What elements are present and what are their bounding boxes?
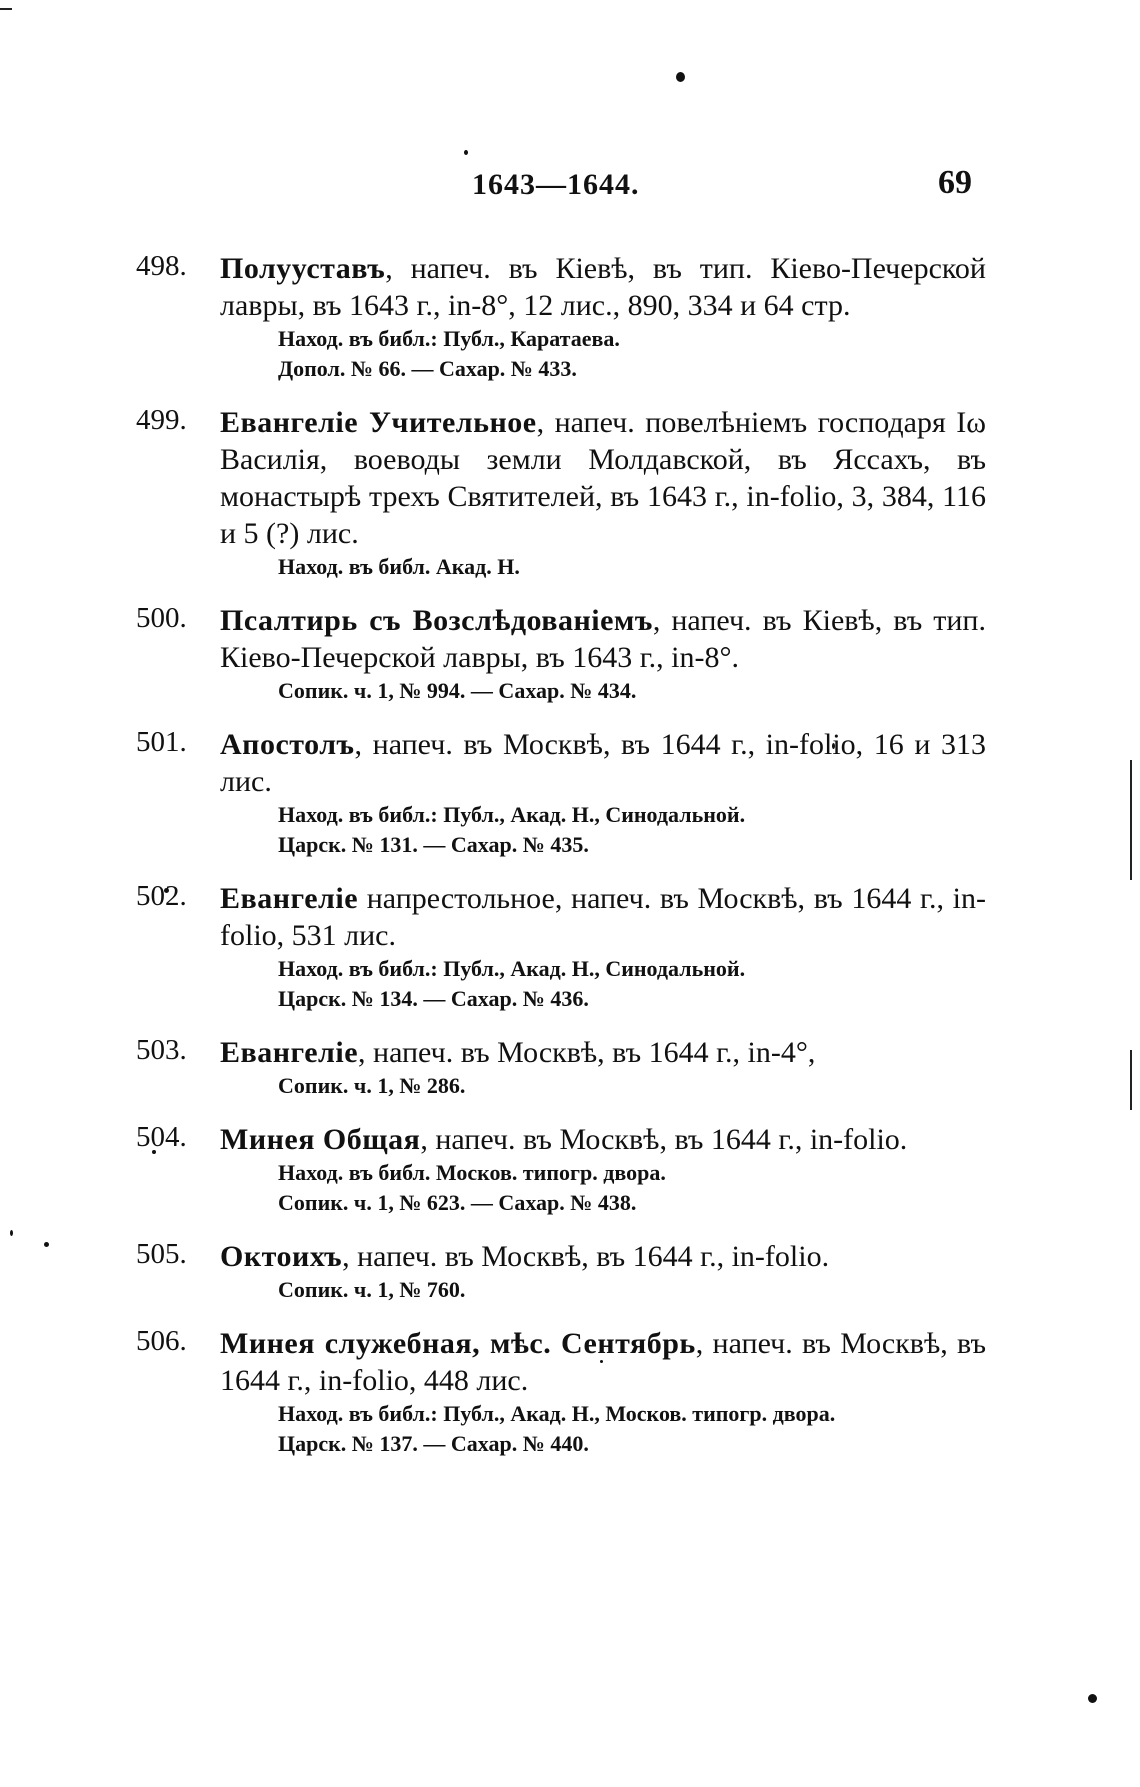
entry-note: Сопик. ч. 1, № 623. — Сахар. № 438. bbox=[278, 1190, 637, 1215]
entry-number: 498. bbox=[136, 250, 187, 282]
entry-title: Евангеліе Учительное bbox=[220, 406, 537, 439]
entry-500 bbox=[136, 602, 986, 706]
entry-body bbox=[220, 1121, 986, 1158]
entry-note: Наход. въ библ. Москов. типогр. двора. bbox=[278, 1160, 666, 1185]
ink-speck bbox=[44, 1242, 49, 1247]
entry-description: , напеч. въ Кіевѣ, въ тип. Кіево-Печерской лавры, въ 1643 г., in-8°, 12 лис., 890, 334 и 64 стр. bbox=[220, 252, 986, 322]
entry-description: , напеч. въ Москвѣ, въ 1644 г., in-folio, 16 и 313 лис. bbox=[220, 728, 986, 798]
entry-501 bbox=[136, 726, 986, 860]
entry-note: Царск. № 131. — Сахар. № 435. bbox=[278, 832, 589, 857]
entry-note: Наход. въ библ. Акад. Н. bbox=[278, 554, 520, 579]
entry-note: Царск. № 137. — Сахар. № 440. bbox=[278, 1431, 589, 1456]
entry-number: 504. bbox=[136, 1121, 187, 1153]
entry-number: 505. bbox=[136, 1238, 187, 1270]
entry-502 bbox=[136, 880, 986, 1014]
entry-number: 501. bbox=[136, 726, 187, 758]
entry-504 bbox=[136, 1121, 986, 1218]
ink-speck bbox=[1088, 1694, 1097, 1703]
entry-body bbox=[220, 404, 986, 552]
entry-note: Наход. въ библ.: Публ., Акад. Н., Синодальной. bbox=[278, 802, 746, 827]
entry-title: Полууставъ bbox=[220, 252, 386, 285]
entry-title: Евангеліе bbox=[220, 882, 359, 915]
entry-body bbox=[220, 1325, 986, 1399]
ink-speck bbox=[10, 1230, 13, 1236]
entry-title: Евангеліе bbox=[220, 1036, 359, 1069]
entry-body bbox=[220, 1238, 986, 1275]
entry-body bbox=[220, 602, 986, 676]
entry-title: Октоихъ bbox=[220, 1240, 343, 1273]
entry-note: Сопик. ч. 1, № 994. — Сахар. № 434. bbox=[278, 678, 637, 703]
entry-503 bbox=[136, 1034, 986, 1101]
entry-body bbox=[220, 250, 986, 324]
entry-description: , напеч. повелѣніемъ господаря Іω Василія, воеводы земли Молдавской, въ Яссахъ, въ монастырѣ трехъ Святителей, въ 1643 г., in-folio, 3, 384, 116 и 5 (?) лис. bbox=[220, 406, 987, 550]
header-years: 1643—1644. bbox=[472, 168, 640, 201]
entry-note: Наход. въ библ.: Публ., Акад. Н., Синодальной. bbox=[278, 956, 746, 981]
entry-description: , напеч. въ Москвѣ, въ 1644 г., in-4°, bbox=[358, 1036, 816, 1069]
entry-title: Минея Общая bbox=[220, 1123, 421, 1156]
entry-note: Сопик. ч. 1, № 760. bbox=[278, 1277, 466, 1302]
entry-body bbox=[220, 880, 986, 954]
entry-499 bbox=[136, 404, 986, 582]
entry-note: Допол. № 66. — Сахар. № 433. bbox=[278, 356, 577, 381]
entry-number: 506. bbox=[136, 1325, 187, 1357]
entry-title: Псалтирь съ Возслѣдованіемъ bbox=[220, 604, 653, 637]
ink-speck bbox=[676, 72, 685, 82]
running-header bbox=[0, 164, 1140, 218]
entry-title: Минея служебная, мѣс. Сентябрь bbox=[220, 1327, 696, 1360]
entry-body bbox=[220, 726, 986, 800]
scan-edge-mark bbox=[1130, 1050, 1132, 1110]
entry-note: Наход. въ библ.: Публ., Каратаева. bbox=[278, 326, 620, 351]
ink-speck bbox=[464, 150, 468, 155]
bibliography-list bbox=[136, 250, 986, 1479]
entry-description: , напеч. въ Москвѣ, въ 1644 г., in-folio. bbox=[342, 1240, 830, 1273]
entry-498 bbox=[136, 250, 986, 384]
entry-description: , напеч. въ Москвѣ, въ 1644 г., in-folio, 448 лис. bbox=[220, 1327, 986, 1397]
entry-description: , напеч. въ Кіевѣ, въ тип. Кіево-Печерской лавры, въ 1643 г., in-8°. bbox=[220, 604, 986, 674]
entry-note: Сопик. ч. 1, № 286. bbox=[278, 1073, 466, 1098]
entry-body bbox=[220, 1034, 986, 1071]
entry-description: , напеч. въ Москвѣ, въ 1644 г., in-folio. bbox=[420, 1123, 908, 1156]
entry-description: напрестольное, напеч. въ Москвѣ, въ 1644 г., in-folio, 531 лис. bbox=[220, 882, 986, 952]
entry-506 bbox=[136, 1325, 986, 1459]
entry-note: Наход. въ библ.: Публ., Акад. Н., Москов. типогр. двора. bbox=[278, 1401, 836, 1426]
scan-edge-mark bbox=[0, 8, 12, 10]
page-number: 69 bbox=[938, 164, 972, 201]
entry-note: Царск. № 134. — Сахар. № 436. bbox=[278, 986, 589, 1011]
entry-number: 502. bbox=[136, 880, 187, 912]
scan-edge-mark bbox=[1130, 760, 1132, 880]
entry-title: Апостолъ bbox=[220, 728, 355, 761]
entry-505 bbox=[136, 1238, 986, 1305]
entry-number: 499. bbox=[136, 404, 187, 436]
entry-number: 500. bbox=[136, 602, 187, 634]
entry-number: 503. bbox=[136, 1034, 187, 1066]
